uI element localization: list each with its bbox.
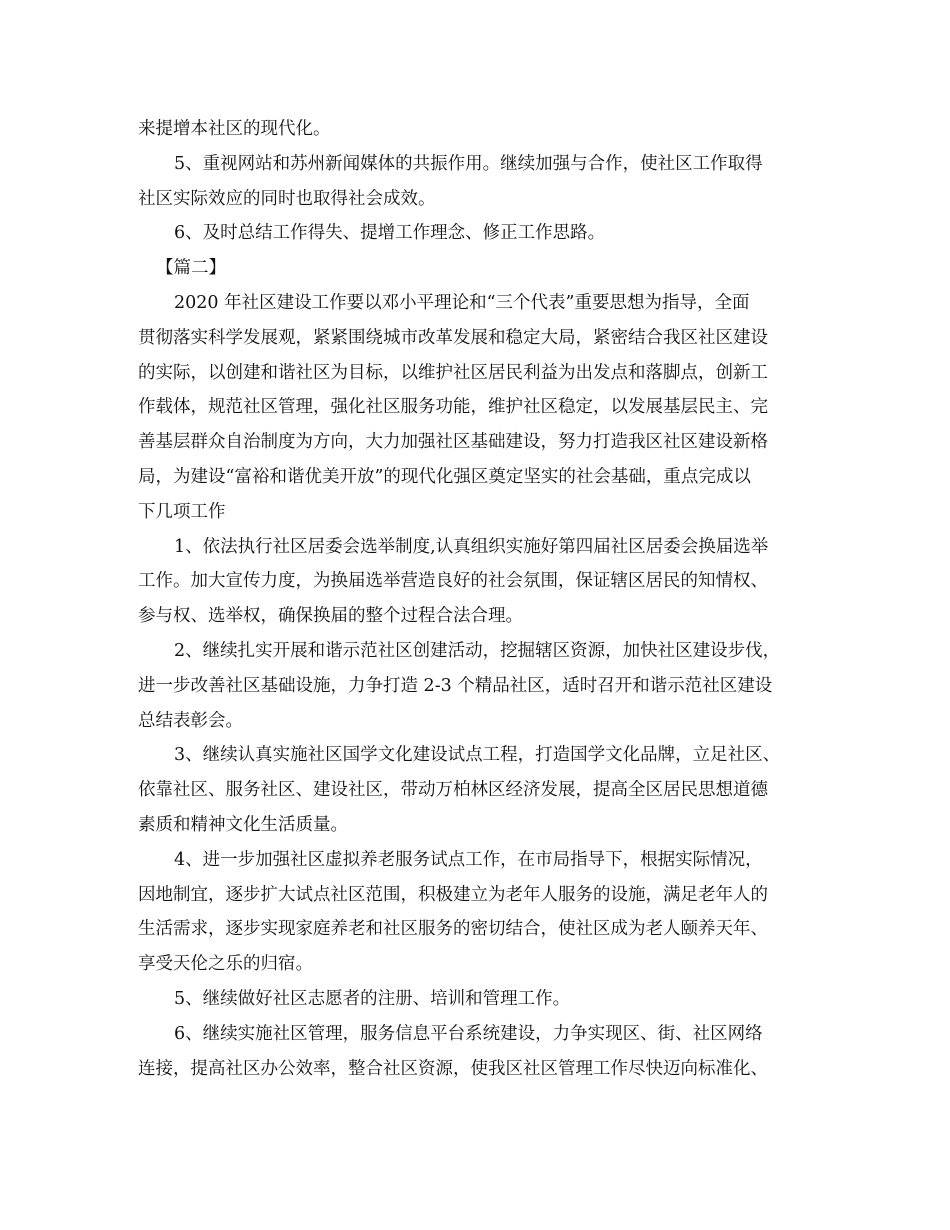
- text-line: 6、及时总结工作得失、提增工作理念、修正工作思路。: [174, 223, 606, 244]
- document-body: [138, 112, 828, 1086]
- text-line: 下几项工作: [138, 501, 226, 522]
- text-line: 生活需求，逐步实现家庭养老和社区服务的密切结合，使社区成为老人颐养天年、: [138, 919, 768, 940]
- text-line: 来提增本社区的现代化。: [138, 119, 331, 139]
- text-line: 因地制宜，逐步扩大试点社区范围，积极建立为老年人服务的设施，满足老年人的: [138, 884, 768, 905]
- text-line: 作载体，规范社区管理，强化社区服务功能，维护社区稳定，以发展基层民主、完: [138, 397, 768, 418]
- text-line: 2、继续扎实开展和谐示范社区创建活动，挖掘辖区资源，加快社区建设步伐，: [174, 640, 781, 661]
- text-line: 3、继续认真实施社区国学文化建设试点工程，打造国学文化品牌，立足社区、: [174, 745, 781, 766]
- text-line: 局，为建设“富裕和谐优美开放”的现代化强区奠定坚实的社会基础，重点完成以: [138, 466, 751, 487]
- text-line: 5、重视网站和苏州新闻媒体的共振作用。继续加强与合作，使社区工作取得: [174, 153, 763, 174]
- text-line: 总结表彰会。: [138, 710, 243, 731]
- text-line: 6、继续实施社区管理，服务信息平台系统建设，力争实现区、街、社区网络: [174, 1023, 763, 1044]
- text-line: 参与权、选举权，确保换届的整个过程合法合理。: [138, 606, 523, 627]
- text-line: 享受天伦之乐的归宿。: [138, 954, 313, 975]
- text-line: 素质和精神文化生活质量。: [138, 814, 348, 835]
- text-line: 连接，提高社区办公效率，整合社区资源，使我区社区管理工作尽快迈向标准化、: [138, 1058, 768, 1079]
- section-heading: 【篇二】: [156, 258, 226, 279]
- text-line: 依靠社区、服务社区、建设社区，带动万柏林区经济发展，提高全区居民思想道德: [138, 780, 768, 801]
- text-line: 进一步改善社区基础设施，力争打造 2-3 个精品社区，适时召开和谐示范社区建设: [138, 675, 773, 696]
- text-line: 善基层群众自治制度为方向，大力加强社区基础建设，努力打造我区社区建设新格: [138, 432, 768, 453]
- text-line: 贯彻落实科学发展观，紧紧围绕城市改革发展和稳定大局，紧密结合我区社区建设: [138, 327, 768, 348]
- text-line: 工作。加大宣传力度，为换届选举营造良好的社会氛围，保证辖区居民的知情权、: [138, 571, 768, 592]
- text-line: 4、进一步加强社区虚拟养老服务试点工作，在市局指导下，根据实际情况，: [174, 849, 763, 870]
- text-line: 1、依法执行社区居委会选举制度,认真组织实施好第四届社区居委会换届选举: [174, 536, 769, 557]
- text-line: 5、继续做好社区志愿者的注册、培训和管理工作。: [174, 988, 571, 1009]
- text-line: 社区实际效应的同时也取得社会成效。: [138, 188, 436, 209]
- text-line: 2020 年社区建设工作要以邓小平理论和“三个代表”重要思想为指导，全面: [174, 292, 750, 313]
- text-line: 的实际，以创建和谐社区为目标，以维护社区居民利益为出发点和落脚点，创新工: [138, 362, 768, 383]
